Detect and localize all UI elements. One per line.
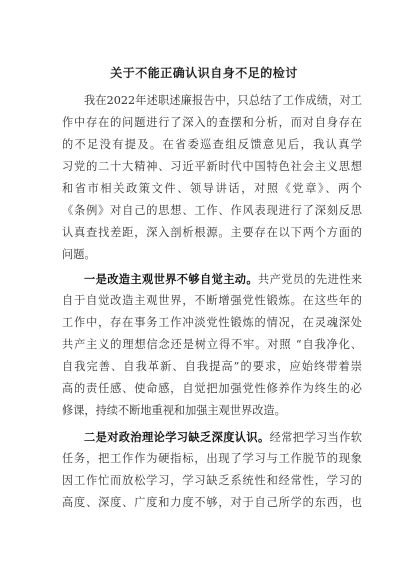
- paragraph-1-line-3: 的不足没有提及。在省委巡查组反馈意见后，我认真学: [62, 138, 362, 151]
- paragraph-1-line-4: 习党的二十大精神、习近平新时代中国特色社会主义思想: [62, 160, 362, 173]
- paragraph-1-line-2: 作中存在的问题进行了深入的查摆和分析，而对自身存在: [62, 116, 362, 129]
- paragraph-3-first-text: 经常把学习当作软: [269, 431, 362, 444]
- paragraph-3-line-4: 高度、深度、广度和力度不够，对于自己所学的东西，也: [62, 496, 362, 509]
- paragraph-3-line-3: 因工作忙而放松学习，学习缺乏系统性和经常性，学习的: [62, 474, 362, 487]
- paragraph-2-line-6: 高的责任感、使命感，自觉把加强党性修养作为终生的必: [62, 382, 362, 395]
- document-title: 关于不能正确认识自身不足的检讨: [110, 66, 298, 80]
- paragraph-2-first-text: 共产党员的先进性来: [258, 273, 362, 286]
- paragraph-2-line-4: 共产主义的理想信念还是树立得不牢。对照 “自我净化、: [62, 338, 362, 351]
- paragraph-2-heading: 一是改造主观世界不够自觉主动。: [84, 272, 258, 286]
- paragraph-2-line-7: 修课，持续不断地重视和加强主观世界改造。: [62, 404, 286, 417]
- paragraph-1-line-6: 《条例》对自己的思想、工作、作风表现进行了深刻反思: [62, 204, 362, 217]
- paragraph-1-line-5: 和省市相关政策文件、领导讲话，对照《党章》、两个: [62, 182, 362, 195]
- paragraph-3-line-2: 任务，把工作作为硬指标，出现了学习与工作脱节的现象: [62, 452, 362, 465]
- paragraph-1-line-7: 认真查找差距，深入剖析根源。主要存在以下两个方面的: [62, 226, 362, 239]
- paragraph-1-line-1: 我在2022年述职述廉报告中，只总结了工作成绩，对工: [84, 94, 362, 107]
- paragraph-2-line-3: 工作中，存在事务工作冲淡党性锻炼的情况，在灵魂深处: [62, 316, 362, 329]
- paragraph-2-line-5: 自我完善、自我革新、自我提高”的要求，应始终带着崇: [62, 360, 362, 373]
- paragraph-2-line-1: [84, 272, 362, 287]
- paragraph-3-heading: 二是对政治理论学习缺乏深度认识。: [84, 430, 270, 444]
- paragraph-2-line-2: 自于自觉改造主观世界，不断增强党性锻炼。在这些年的: [62, 294, 362, 307]
- paragraph-1-line-8: 问题。: [62, 248, 96, 261]
- paragraph-3-line-1: [84, 430, 362, 445]
